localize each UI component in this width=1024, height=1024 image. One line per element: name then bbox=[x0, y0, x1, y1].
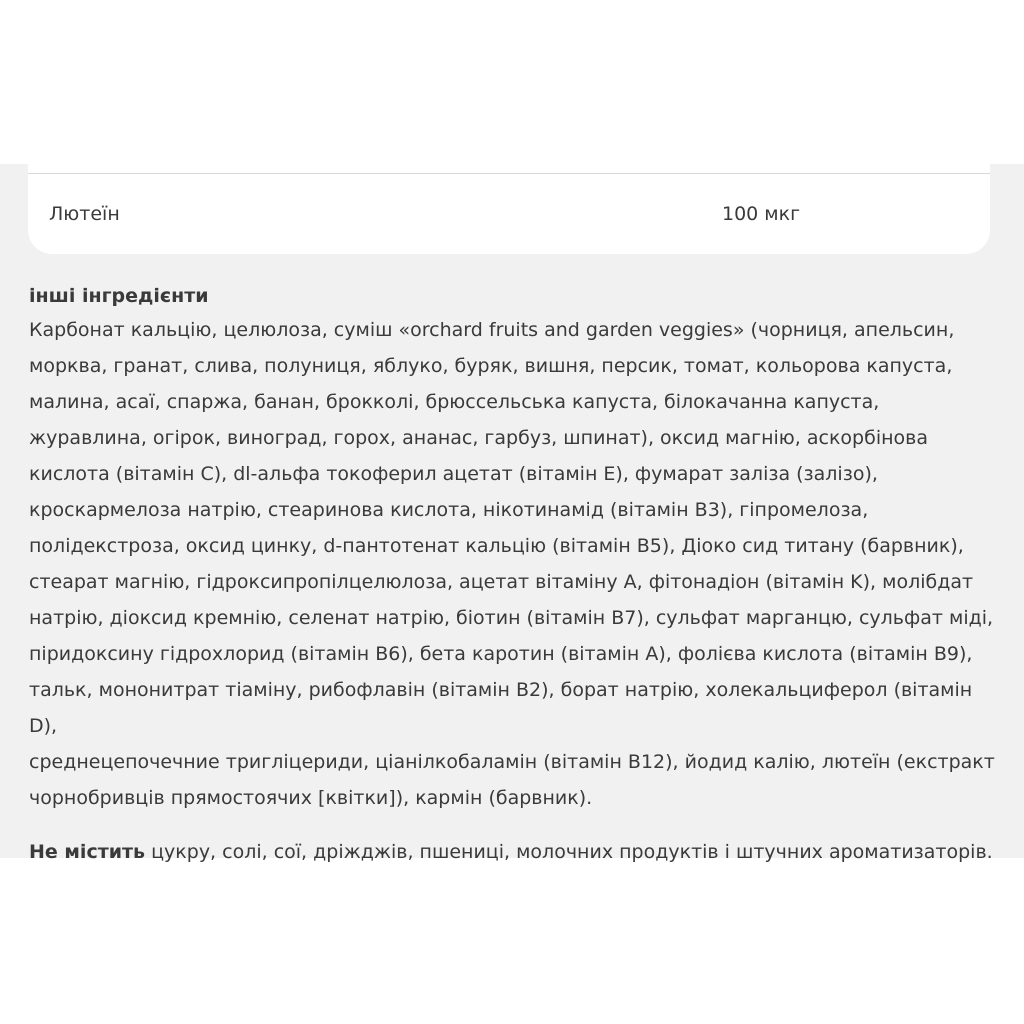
free-from-statement bbox=[29, 836, 1004, 868]
ingredients-line: Карбонат кальцію, целюлоза, суміш «orchard fruits and garden veggies» (чорниця, апельсин, bbox=[29, 319, 955, 341]
other-ingredients-heading: інші інгредієнти bbox=[29, 285, 209, 307]
ingredients-line: морква, гранат, слива, полуниця, яблуко, буряк, вишня, персик, томат, кольорова капуста, bbox=[29, 355, 953, 377]
ingredients-line: кроскармелоза натрію, стеаринова кислота, нікотинамід (вітамін B3), гіпромелоза, bbox=[29, 499, 869, 521]
ingredients-line: чорнобривців прямостоячих [квітки]), кармін (барвник). bbox=[29, 787, 593, 809]
ingredients-line: кислота (вітамін C), dl-альфа токоферил ацетат (вітамін E), фумарат заліза (залізо), bbox=[29, 463, 878, 485]
ingredients-line: среднецепочечние тригліцериди, ціанілкобаламін (вітамін B12), йодид калію, лютеїн (екстракт bbox=[29, 751, 995, 773]
nutrient-amount: 100 мкг bbox=[722, 203, 801, 225]
row-divider bbox=[28, 173, 990, 174]
free-from-text: цукру, солі, сої, дріжджів, пшениці, молочних продуктів і штучних ароматизаторів. bbox=[145, 841, 993, 863]
ingredients-line: журавлина, огірок, виноград, горох, ананас, гарбуз, шпинат), оксид магнію, аскорбінова bbox=[29, 427, 928, 449]
nutrient-name: Лютеїн bbox=[49, 203, 120, 225]
ingredients-line: натрію, діоксид кремнію, селенат натрію, біотин (вітамін B7), сульфат марганцю, сульфат міді, bbox=[29, 607, 994, 629]
ingredients-line: піридоксину гідрохлорид (вітамін B6), бета каротин (вітамін A), фолієва кислота (вітамін B9), bbox=[29, 643, 973, 665]
nutrient-table-card bbox=[28, 164, 990, 254]
ingredients-line: полідекстроза, оксид цинку, d-пантотенат кальцію (вітамін B5), Діоко сид титану (барвник), bbox=[29, 535, 964, 557]
other-ingredients-text bbox=[29, 312, 1004, 816]
ingredients-line: стеарат магнію, гідроксипропілцелюлоза, ацетат вітаміну A, фітонадіон (вітамін K), молібдат bbox=[29, 571, 974, 593]
ingredients-line: малина, асаї, спаржа, банан, брокколі, брюссельська капуста, білокачанна капуста, bbox=[29, 391, 880, 413]
ingredients-line: тальк, мононитрат тіаміну, рибофлавін (вітамін B2), борат натрію, холекальциферол (вітамін D), bbox=[29, 679, 973, 737]
free-from-label: Не містить bbox=[29, 841, 146, 863]
other-ingredients-section bbox=[29, 280, 1004, 868]
